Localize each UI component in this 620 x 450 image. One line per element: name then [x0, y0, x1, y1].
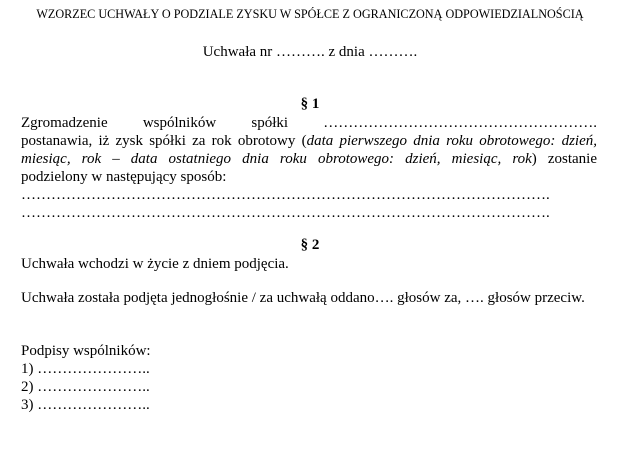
resolution-number-line: Uchwała nr ………. z dnia ……….	[202, 44, 418, 60]
text-fragment: postanawia, iż zysk spółki za rok obrotowy (	[21, 133, 307, 149]
adoption-clause: Uchwała została podjęta jednogłośnie / za uchwałą oddano…. głosów za, …. głosów przeciw.	[21, 290, 585, 306]
section-1-line-4: podzielony w następujący sposób:	[21, 169, 227, 185]
section-1-body	[21, 114, 597, 222]
section-2-heading: § 2	[300, 237, 320, 253]
section-1-line-3	[21, 150, 597, 168]
signatures-label: Podpisy wspólników:	[21, 343, 151, 359]
italic-instruction: data pierwszego dnia roku obrotowego: dzień,	[306, 133, 597, 149]
signatures-block	[21, 342, 597, 414]
fill-in-dots-line-1: …………………………………………………………………………………………….	[21, 187, 550, 203]
fill-in-dots-line-2: …………………………………………………………………………………………….	[21, 205, 550, 221]
signature-line: 1) …………………..	[21, 361, 150, 377]
section-1-heading: § 1	[300, 96, 320, 112]
text-fragment: wspólników	[142, 115, 217, 131]
section-1-line-1	[21, 114, 597, 132]
document-title: WZORZEC UCHWAŁY O PODZIALE ZYSKU W SPÓŁCE Z OGRANICZONĄ ODPOWIEDZIALNOŚCIĄ	[36, 7, 584, 21]
signature-line: 3) …………………..	[21, 397, 150, 413]
effective-date-clause: Uchwała wchodzi w życie z dniem podjęcia.	[21, 256, 289, 272]
text-fragment: Zgromadzenie	[21, 115, 108, 131]
section-1-line-2	[21, 132, 597, 150]
fill-in-dots: ……………………………………………….	[323, 115, 598, 131]
text-fragment: ) zostanie	[531, 151, 598, 167]
text-fragment: spółki	[251, 115, 289, 131]
italic-instruction: miesiąc, rok – data ostatniego dnia roku obrotowego: dzień, miesiąc, rok	[21, 151, 532, 167]
signature-line: 2) …………………..	[21, 379, 150, 395]
